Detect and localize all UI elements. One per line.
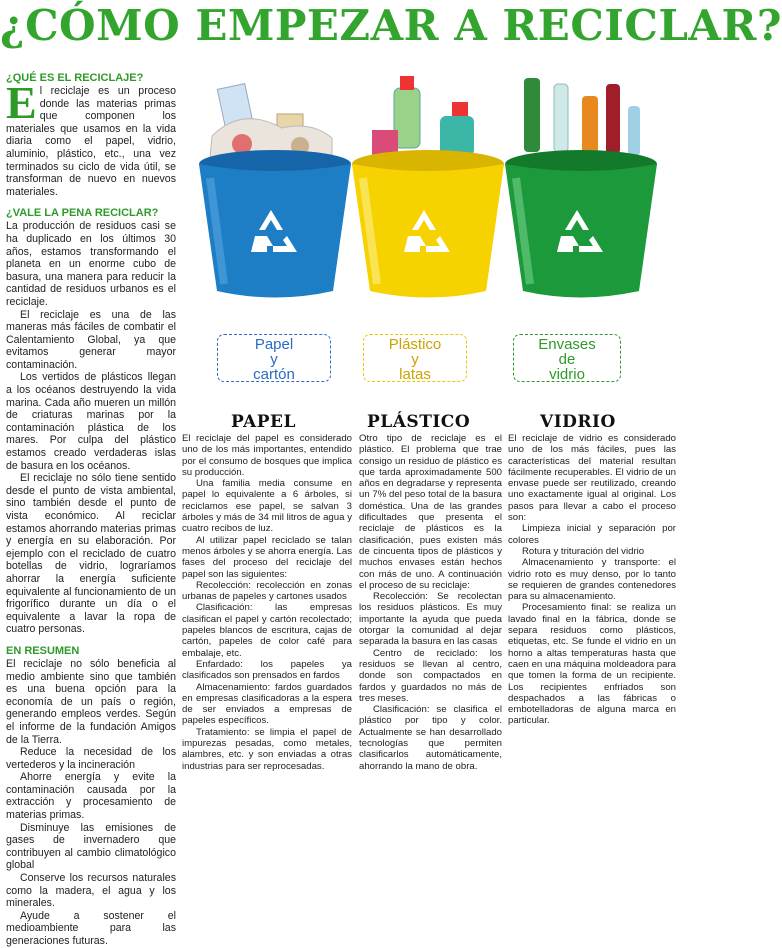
heading-papel: PAPEL	[231, 412, 296, 432]
intro-paragraph: Los vertidos de plásticos llegan a los océanos destruyendo la vida marina. Cada año mueren un millón de criaturas marinas por la contaminación plástica de los mares. Por culpa del plástico estamos creado verdaderas islas de basura en los océanos.	[6, 371, 176, 472]
yellow-bin	[352, 76, 504, 298]
papel-paragraph: Almacenamiento: fardos guardados en empresas clasificadoras a la espera de ser enviados a empresas de papeles específicos.	[182, 681, 352, 727]
intro-paragraph: Ahorre energía y evite la contaminación causada por la extracción y procesamiento de materias primas.	[6, 771, 176, 822]
label-plastic: Plástico y latas	[363, 334, 467, 382]
vidrio-paragraph: Procesamiento final: se realiza un lavado final en la fábrica, donde se separa residuos como plásticos, etiquetas, etc. Se funde el vidrio en un horno a altas temperaturas hasta que caen en una máquina moldeadora para que tomen la forma de un recipiente. Los recipientes enfriados son despachados a las fábricas o embotelladoras de alguna marca en particular.	[508, 602, 676, 727]
intro-paragraph: El reciclaje es una de las maneras más fáciles de combatir el Calentamiento Global, ya que evitamos generar mayor contaminación.	[6, 308, 176, 371]
vidrio-column	[508, 433, 676, 727]
intro-paragraph: El reciclaje no sólo tiene sentido desde el punto de vista ambiental, sino también desde el punto de vista económico. Al reciclar estamos ahorrando materias primas y energía en su elaboración. Por ejemplo con el reciclado de cuatro botellas de vidrio, lograríamos ahorrar la energía suficiente equivalente al funcionamiento de un frigorífico durante un día o el equivalente a lavar la ropa de cuatro personas.	[6, 472, 176, 636]
plastico-paragraph: Otro tipo de reciclaje es el plástico. El problema que trae consigo un residuo de plástico es que tarda aproximadamente 500 años en degradarse y representa un 7% del peso total de la basura doméstica. Una de las grandes dificultades que presenta el reciclaje de plásticos es la clasificación, pues existen más de cincuenta tipos de plásticos y muchos envases están hechos con más de uno. A continuación el proceso de su reciclaje:	[359, 433, 502, 591]
papel-paragraph: Clasificación: las empresas clasifican el papel y cartón recolectado; papeles blancos de escritura, cajas de cartón, papeles de color café para embalaje, etc.	[182, 602, 352, 659]
heading-plastico: PLÁSTICO	[367, 412, 471, 432]
vidrio-paragraph: Rotura y trituración del vidrio	[522, 545, 645, 557]
intro-paragraph: Ayude a sostener el medioambiente para las generaciones futuras.	[6, 909, 176, 947]
vidrio-paragraph: Limpieza inicial y separación por colores	[508, 523, 676, 546]
vidrio-paragraph: Almacenamiento y transporte: el vidrio roto es muy denso, por lo tanto se requieren de grandes contenedores para su almacenamiento.	[508, 557, 676, 603]
intro-paragraph: La producción de residuos casi se ha duplicado en los últimos 30 años, estamos transformando el planeta en un enorme cubo de basura, una manera para reducir la cantidad de residuos urbanos es el reciclaje.	[6, 220, 176, 308]
papel-paragraph: Al utilizar papel reciclado se talan menos árboles y se ahorra energía. Las fases del proceso del reciclaje del papel son las siguientes:	[182, 534, 352, 580]
blue-bin	[199, 84, 351, 298]
plastico-paragraph: Recolección: Se recolectan los residuos plásticos. Es muy importante la ayuda que pueda otorgar la comunidad al dejar separada la basura en las casas	[359, 591, 502, 648]
heading-vidrio: VIDRIO	[540, 412, 616, 432]
papel-paragraph: El reciclaje del papel es considerado uno de los más importantes, entendido por el consumo de bosques que implica su producción.	[182, 433, 352, 478]
drop-cap: E	[6, 77, 37, 128]
label-glass: Envases de vidrio	[513, 334, 621, 382]
paper-waste-icon	[210, 84, 332, 158]
vidrio-paragraph: El reciclaje de vidrio es considerado uno de los más fáciles, pues las características del material resultan fácilmente recuperables. El vidrio de un envase puede ser reutilizado, creando uno exactamente igual al original. Los pasos para llevar a cabo el proceso son:	[508, 433, 676, 524]
recycling-bins-illustration	[182, 66, 672, 326]
plastic-waste-icon	[372, 76, 474, 160]
papel-paragraph: Tratamiento: se limpia el papel de impurezas pesadas, como metales, alambres, etc. y son enviadas a otras industrias para ser reprocesadas.	[182, 726, 352, 772]
plastico-paragraph: Clasificación: se clasifica el plástico por tipo y color. Actualmente se han desarrollado tecnologías que permiten clasificarlos automáticamente, ahorrando la mano de obra.	[359, 704, 502, 772]
papel-paragraph: Enfardado: los papeles ya clasificados son prensados en fardos	[182, 658, 352, 682]
papel-column	[182, 433, 352, 772]
plastico-column	[359, 433, 502, 772]
intro-paragraph: Conserve los recursos naturales como la madera, el agua y los minerales.	[6, 872, 176, 910]
heading-vale-la-pena: ¿VALE LA PENA RECICLAR?	[6, 207, 159, 220]
glass-waste-icon	[524, 78, 640, 156]
intro-paragraph: Reduce la necesidad de los vertederos y la incineración	[6, 746, 176, 771]
papel-paragraph: Recolección: recolección en zonas urbanas de papeles y cartones usados	[182, 579, 352, 603]
intro-paragraph: l reciclaje es un proceso donde las materias primas que componen los materiales que usamos en la vida diaria como el papel, vidrio, aluminio, plástico, etc., una vez terminados su ciclo de vida útil, se transforman de nuevo en nuevos materiales.	[6, 85, 176, 198]
intro-paragraph: Disminuye las emisiones de gases de invernadero que contribuyen al cambio climatológico global	[6, 821, 176, 872]
page-title: ¿CÓMO EMPEZAR A RECICLAR?	[0, 1, 782, 50]
plastico-paragraph: Centro de reciclado: los residuos se llevan al centro, donde son compactados en fardos y guardados no más de tres meses.	[359, 647, 502, 704]
intro-column	[6, 70, 176, 948]
green-bin	[505, 78, 657, 298]
heading-que-es: ¿QUÉ ES EL RECICLAJE?	[6, 72, 144, 84]
intro-paragraph: El reciclaje no sólo beneficia al medio ambiente sino que también es una buena opción para la economía de un país o región, generando empleos verdes. Según el informe de la fundación Amigos de la Tierra.	[6, 657, 176, 746]
papel-paragraph: Una familia media consume en papel lo equivalente a 6 árboles, si reciclamos ese papel, se salvan 3 árboles y más de 34 mil litros de agua y cuatro recibos de luz.	[182, 478, 352, 535]
heading-en-resumen: EN RESUMEN	[6, 644, 80, 657]
label-paper: Papel y cartón	[217, 334, 331, 382]
